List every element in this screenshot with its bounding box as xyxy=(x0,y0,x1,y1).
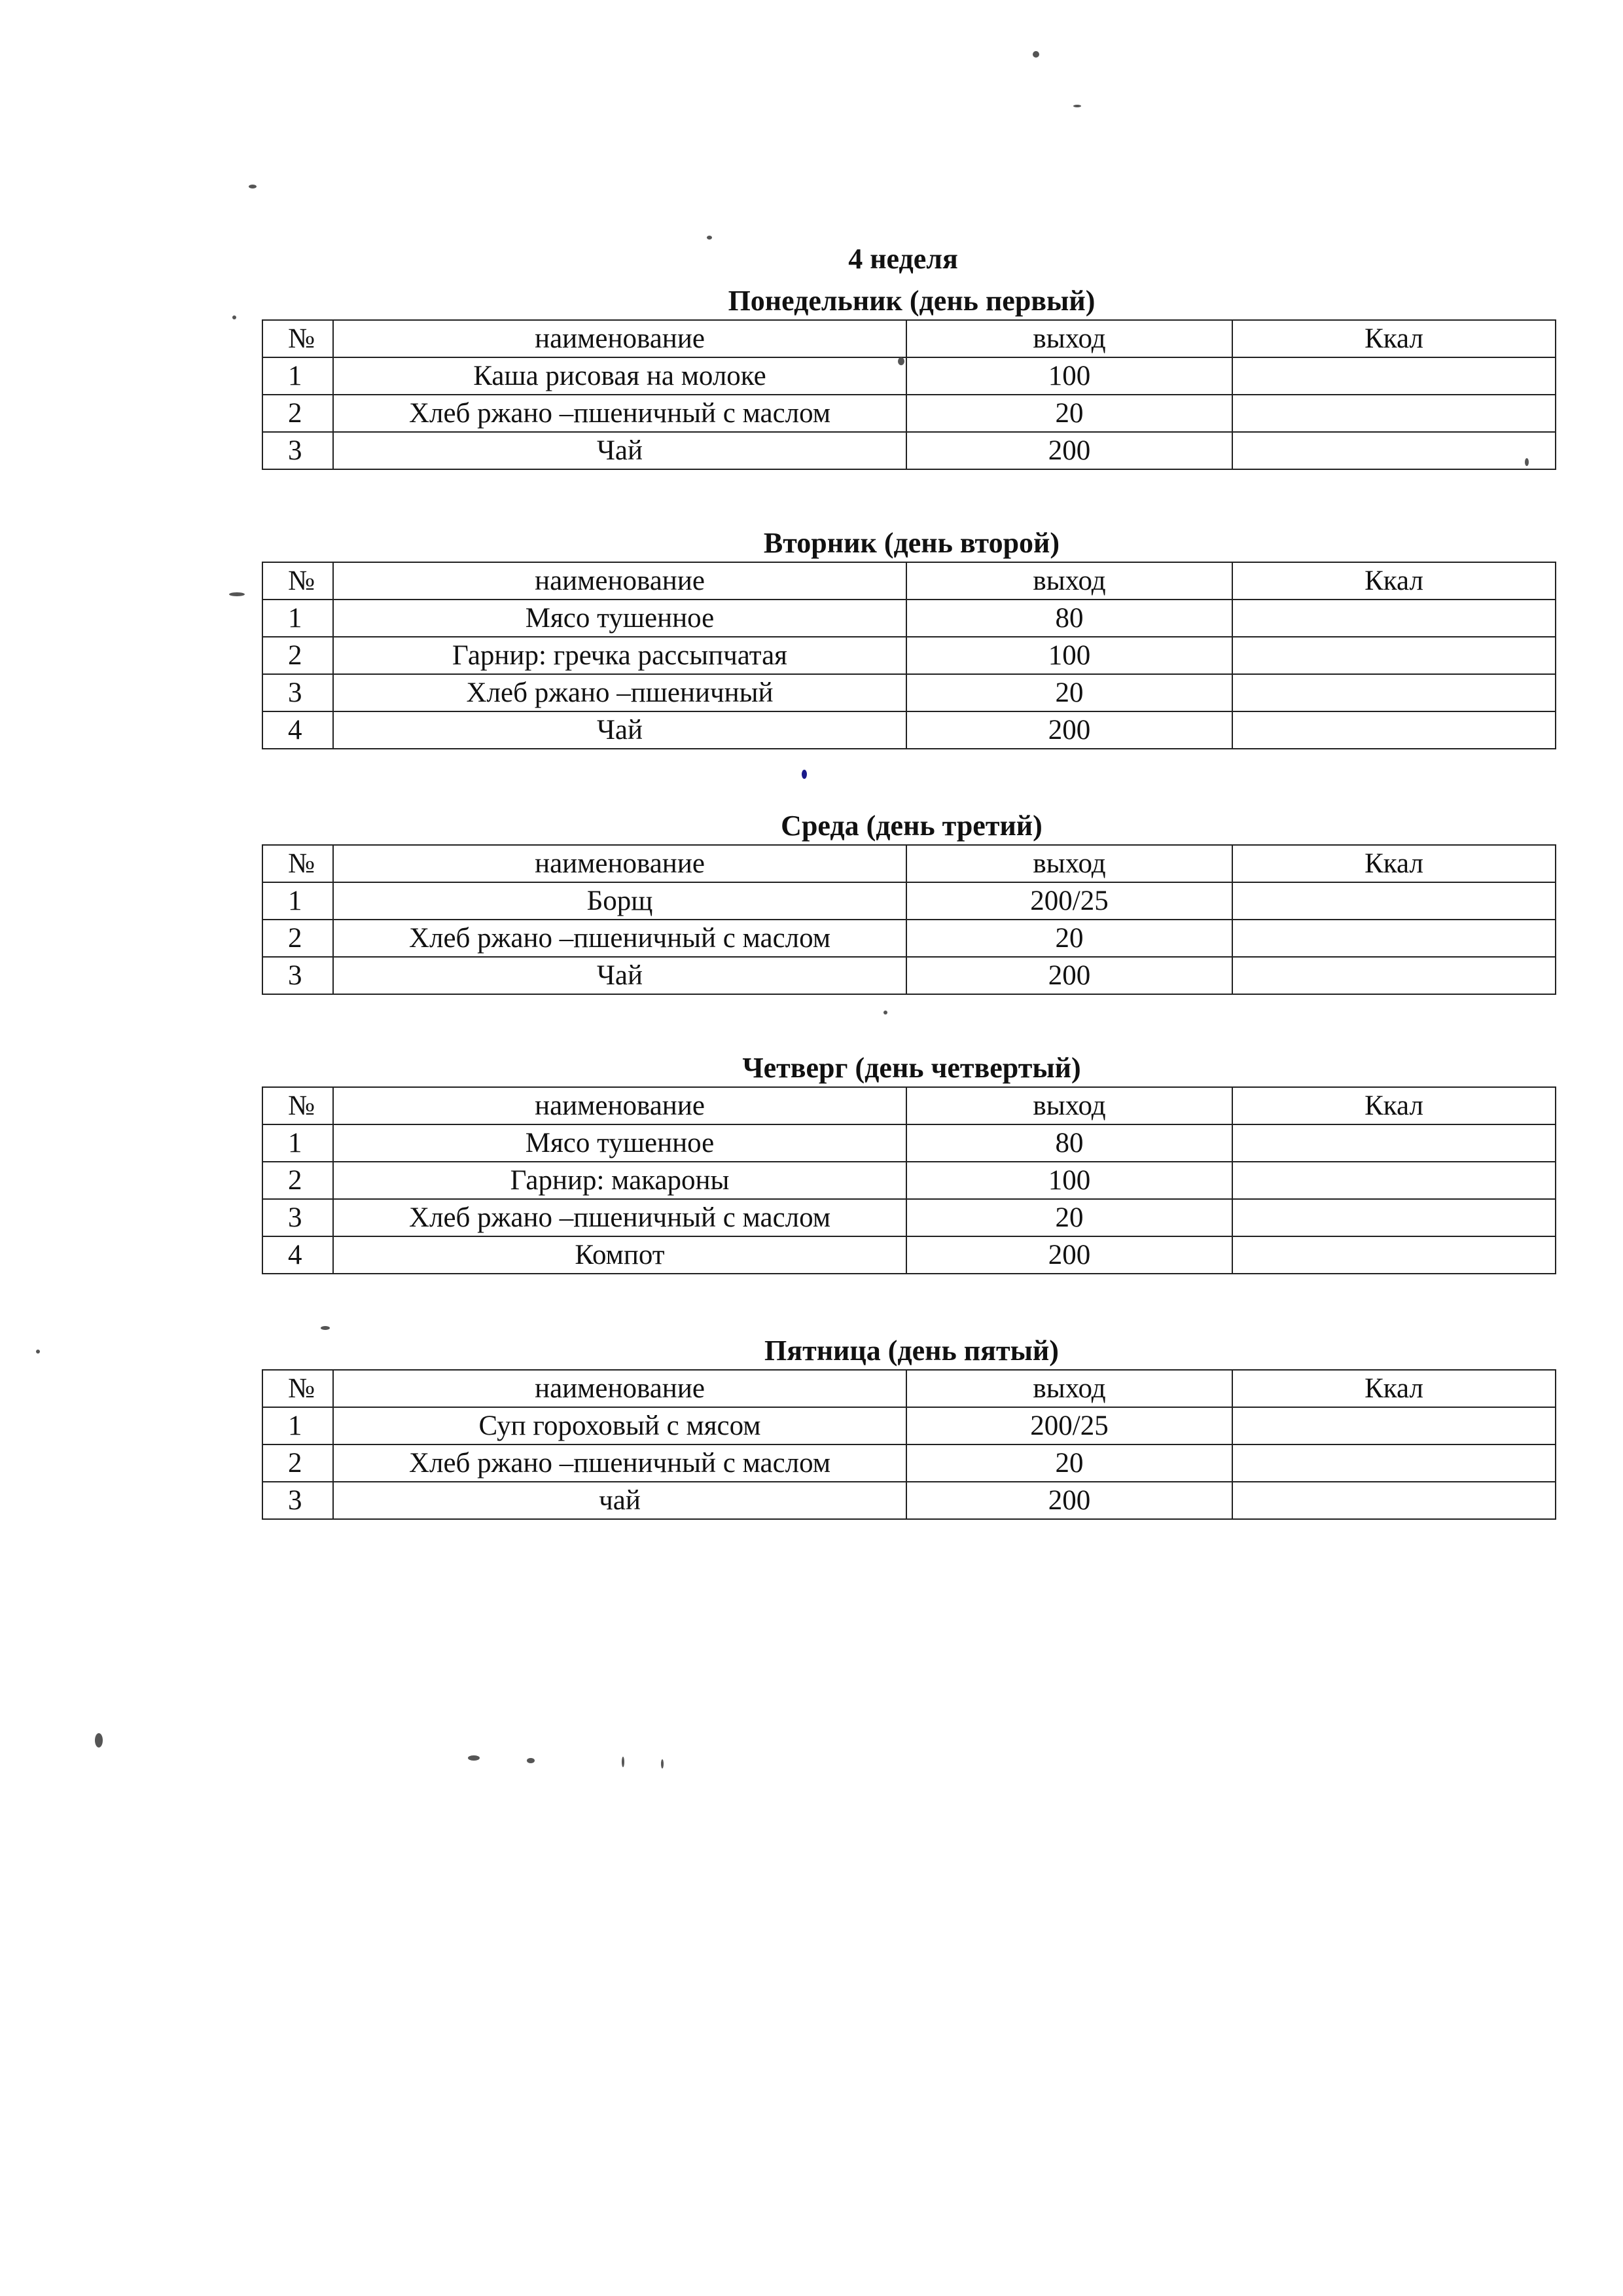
cell-kcal xyxy=(1232,395,1556,432)
table-row xyxy=(262,1199,1556,1236)
scan-speck xyxy=(898,357,904,365)
header-output: выход xyxy=(906,845,1232,882)
cell-output: 200 xyxy=(906,1236,1232,1274)
scan-speck xyxy=(707,236,712,240)
cell-name: Компот xyxy=(333,1236,906,1274)
header-name: наименование xyxy=(333,1087,906,1124)
cell-output: 200 xyxy=(906,711,1232,749)
table-row xyxy=(262,957,1556,994)
cell-name: Гарнир: гречка рассыпчатая xyxy=(333,637,906,674)
cell-kcal xyxy=(1232,882,1556,920)
scan-speck xyxy=(622,1757,624,1767)
cell-name: Чай xyxy=(333,711,906,749)
cell-output: 200 xyxy=(906,432,1232,469)
cell-num: 2 xyxy=(262,1444,333,1482)
cell-name: Мясо тушенное xyxy=(333,1124,906,1162)
header-output: выход xyxy=(906,562,1232,600)
table-row xyxy=(262,1444,1556,1482)
table-header-row xyxy=(262,1370,1556,1407)
cell-name: Хлеб ржано –пшеничный с маслом xyxy=(333,1444,906,1482)
cell-name: Хлеб ржано –пшеничный xyxy=(333,674,906,711)
scan-speck xyxy=(1525,458,1529,466)
cell-num: 4 xyxy=(262,1236,333,1274)
cell-kcal xyxy=(1232,1444,1556,1482)
cell-name: Хлеб ржано –пшеничный с маслом xyxy=(333,920,906,957)
header-num: № xyxy=(262,845,333,882)
header-name: наименование xyxy=(333,320,906,357)
day-section-thursday xyxy=(262,1050,1555,1274)
header-name: наименование xyxy=(333,562,906,600)
cell-output: 200 xyxy=(906,1482,1232,1519)
table-row xyxy=(262,1407,1556,1444)
scan-speck xyxy=(468,1755,480,1761)
cell-num: 4 xyxy=(262,711,333,749)
cell-output: 20 xyxy=(906,920,1232,957)
scan-speck xyxy=(249,185,257,188)
cell-num: 2 xyxy=(262,395,333,432)
cell-kcal xyxy=(1232,432,1556,469)
table-row xyxy=(262,920,1556,957)
cell-num: 1 xyxy=(262,357,333,395)
cell-num: 1 xyxy=(262,600,333,637)
table-row xyxy=(262,711,1556,749)
header-kcal: Ккал xyxy=(1232,1087,1556,1124)
cell-num: 2 xyxy=(262,1162,333,1199)
table-row xyxy=(262,637,1556,674)
cell-kcal xyxy=(1232,1482,1556,1519)
header-kcal: Ккал xyxy=(1232,320,1556,357)
day-section-friday xyxy=(262,1333,1555,1520)
cell-kcal xyxy=(1232,674,1556,711)
cell-output: 20 xyxy=(906,1199,1232,1236)
day-section-wednesday xyxy=(262,808,1555,995)
cell-name: Каша рисовая на молоке xyxy=(333,357,906,395)
cell-output: 100 xyxy=(906,357,1232,395)
header-num: № xyxy=(262,320,333,357)
menu-table xyxy=(262,844,1556,995)
cell-name: Хлеб ржано –пшеничный с маслом xyxy=(333,1199,906,1236)
table-row xyxy=(262,1124,1556,1162)
scan-speck xyxy=(527,1758,535,1763)
cell-num: 3 xyxy=(262,1199,333,1236)
header-num: № xyxy=(262,562,333,600)
header-kcal: Ккал xyxy=(1232,1370,1556,1407)
cell-num: 1 xyxy=(262,1407,333,1444)
header-output: выход xyxy=(906,320,1232,357)
cell-output: 200/25 xyxy=(906,1407,1232,1444)
table-row xyxy=(262,1482,1556,1519)
scan-speck xyxy=(95,1733,103,1748)
scan-speck xyxy=(883,1011,887,1014)
day-title: Пятница (день пятый) xyxy=(764,1335,1059,1367)
cell-kcal xyxy=(1232,600,1556,637)
table-header-row xyxy=(262,1087,1556,1124)
table-row xyxy=(262,395,1556,432)
header-name: наименование xyxy=(333,845,906,882)
cell-output: 20 xyxy=(906,674,1232,711)
cell-name: Чай xyxy=(333,432,906,469)
table-header-row xyxy=(262,320,1556,357)
cell-kcal xyxy=(1232,1199,1556,1236)
table-row xyxy=(262,882,1556,920)
scan-speck xyxy=(661,1759,664,1768)
cell-num: 3 xyxy=(262,432,333,469)
header-num: № xyxy=(262,1087,333,1124)
cell-name: Суп гороховый с мясом xyxy=(333,1407,906,1444)
header-kcal: Ккал xyxy=(1232,845,1556,882)
cell-output: 20 xyxy=(906,395,1232,432)
header-output: выход xyxy=(906,1370,1232,1407)
cell-output: 100 xyxy=(906,637,1232,674)
header-num: № xyxy=(262,1370,333,1407)
cell-name: чай xyxy=(333,1482,906,1519)
cell-kcal xyxy=(1232,357,1556,395)
day-section-monday xyxy=(262,283,1555,470)
week-title: 4 неделя xyxy=(848,243,958,275)
cell-name: Гарнир: макароны xyxy=(333,1162,906,1199)
menu-table xyxy=(262,562,1556,749)
table-row xyxy=(262,432,1556,469)
cell-num: 2 xyxy=(262,637,333,674)
scan-speck xyxy=(1073,105,1081,107)
day-title: Вторник (день второй) xyxy=(763,527,1060,559)
scan-speck xyxy=(229,592,245,596)
table-row xyxy=(262,1162,1556,1199)
table-header-row xyxy=(262,562,1556,600)
header-name: наименование xyxy=(333,1370,906,1407)
scan-speck xyxy=(802,770,807,779)
scan-speck xyxy=(1033,51,1039,58)
cell-kcal xyxy=(1232,920,1556,957)
cell-output: 80 xyxy=(906,1124,1232,1162)
cell-name: Чай xyxy=(333,957,906,994)
cell-output: 20 xyxy=(906,1444,1232,1482)
header-kcal: Ккал xyxy=(1232,562,1556,600)
day-title: Понедельник (день первый) xyxy=(728,285,1096,317)
cell-output: 100 xyxy=(906,1162,1232,1199)
menu-table xyxy=(262,1086,1556,1274)
cell-num: 3 xyxy=(262,674,333,711)
day-section-tuesday xyxy=(262,525,1555,749)
table-row xyxy=(262,600,1556,637)
cell-num: 3 xyxy=(262,1482,333,1519)
cell-num: 3 xyxy=(262,957,333,994)
cell-num: 1 xyxy=(262,882,333,920)
cell-num: 1 xyxy=(262,1124,333,1162)
cell-name: Хлеб ржано –пшеничный с маслом xyxy=(333,395,906,432)
cell-kcal xyxy=(1232,1236,1556,1274)
scan-speck xyxy=(321,1326,330,1330)
cell-output: 200/25 xyxy=(906,882,1232,920)
table-row xyxy=(262,1236,1556,1274)
day-title: Среда (день третий) xyxy=(781,810,1043,842)
cell-name: Мясо тушенное xyxy=(333,600,906,637)
table-header-row xyxy=(262,845,1556,882)
cell-num: 2 xyxy=(262,920,333,957)
cell-output: 200 xyxy=(906,957,1232,994)
day-title: Четверг (день четвертый) xyxy=(742,1052,1081,1084)
table-row xyxy=(262,357,1556,395)
menu-table xyxy=(262,1369,1556,1520)
scan-speck xyxy=(232,315,236,319)
header-output: выход xyxy=(906,1087,1232,1124)
cell-kcal xyxy=(1232,637,1556,674)
cell-kcal xyxy=(1232,1407,1556,1444)
cell-output: 80 xyxy=(906,600,1232,637)
scan-speck xyxy=(36,1350,40,1354)
menu-table xyxy=(262,319,1556,470)
cell-kcal xyxy=(1232,711,1556,749)
cell-kcal xyxy=(1232,1124,1556,1162)
cell-kcal xyxy=(1232,957,1556,994)
cell-kcal xyxy=(1232,1162,1556,1199)
table-row xyxy=(262,674,1556,711)
cell-name: Борщ xyxy=(333,882,906,920)
